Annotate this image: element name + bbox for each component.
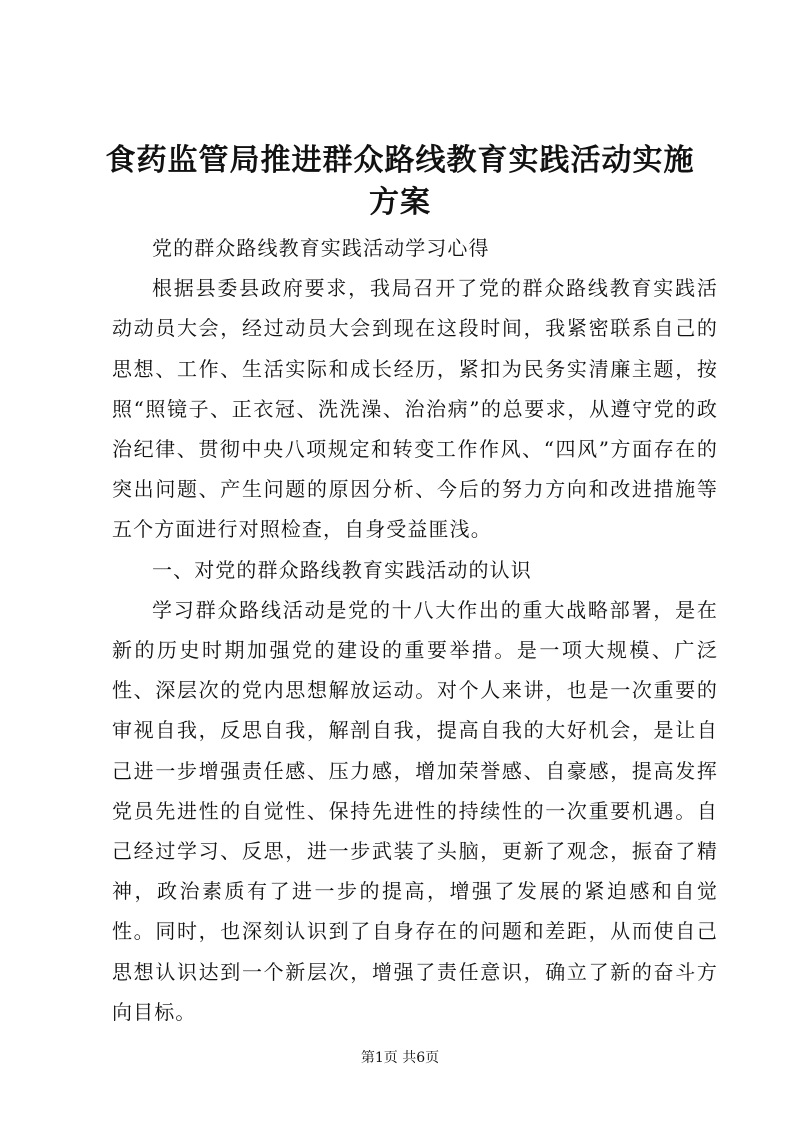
subtitle-paragraph: 党的群众路线教育实践活动学习心得 [152,236,490,260]
section-heading: 一、对党的群众路线教育实践活动的认识 [152,557,532,582]
intro-paragraph: 根据县委县政府要求，我局召开了党的群众路线教育实践活动动员大会，经过动员大会到现在这段时间，我紧密联系自己的思想、工作、生活实际和成长经历，紧扣为民务实清廉主题，按照“照镜子、正衣冠、洗洗澡、治治病”的总要求，从遵守党的政治纪律、贯彻中央八项规定和转变工作作风、“四风”方面存在的突出问题、产生问题的原因分析、今后的努力方向和改进措施等五个方面进行对照检查，自身受益匪浅。 [112,276,718,542]
document-body [112,228,718,1032]
document-title: 食药监管局推进群众路线教育实践活动实施方案 [105,143,695,220]
page-number: 第1页 共6页 [360,1050,440,1066]
body-paragraph: 学习群众路线活动是党的十八大作出的重大战略部署，是在新的历史时期加强党的建设的重要举措。是一项大规模、广泛性、深层次的党内思想解放运动。对个人来讲，也是一次重要的审视自我，反思自我，解剖自我，提高自我的大好机会，是让自己进一步增强责任感、压力感，增加荣誉感、自豪感，提高发挥党员先进性的自觉性、保持先进性的持续性的一次重要机遇。自己经过学习、反思，进一步武装了头脑，更新了观念，振奋了精神，政治素质有了进一步的提高，增强了发展的紧迫感和自觉性。同时，也深刻认识到了自身存在的问题和差距，从而使自己思想认识达到一个新层次，增强了责任意识，确立了新的奋斗方向目标。 [112,597,718,1024]
